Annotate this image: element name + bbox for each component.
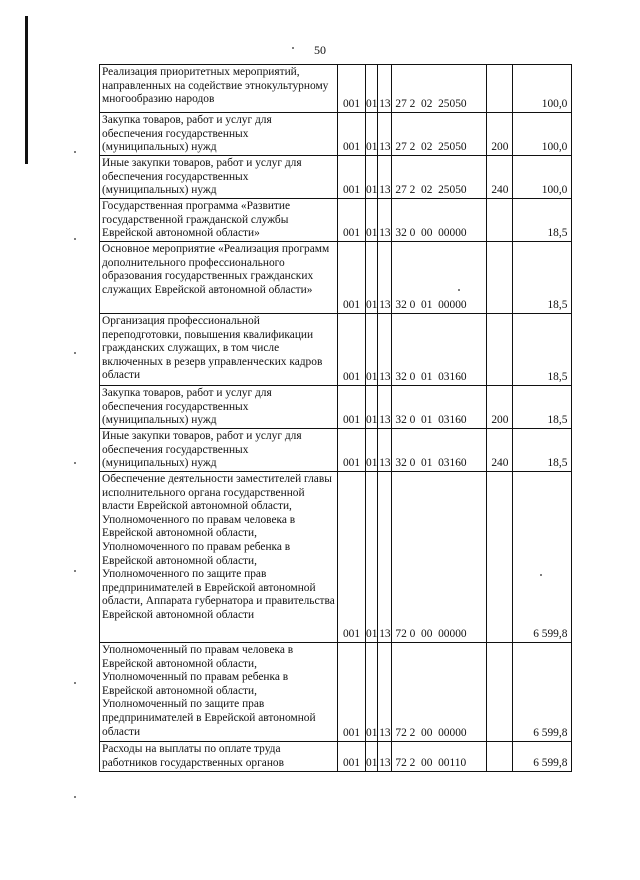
row-target-code: 32 0 01 03160: [392, 429, 487, 472]
row-section-code: 01: [366, 156, 378, 199]
row-expense-type-code: [487, 242, 513, 314]
row-amount: 18,5: [513, 314, 572, 386]
row-expense-type-code: [487, 314, 513, 386]
table-row: [100, 113, 572, 156]
row-expense-type-code: 200: [487, 113, 513, 156]
budget-table: [99, 64, 572, 772]
row-subsection-code: 13: [378, 742, 392, 772]
row-target-code: 27 2 02 25050: [392, 113, 487, 156]
row-amount: 18,5: [513, 429, 572, 472]
row-section-code: 01: [366, 242, 378, 314]
row-name-text: Расходы на выплаты по оплате труда работников государственных органов: [102, 743, 285, 769]
row-ministry-code: 001: [338, 742, 366, 772]
row-name: [100, 472, 338, 643]
row-name-text: Иные закупки товаров, работ и услуг для обеспечения государственных (муниципальных) нужд: [102, 430, 302, 470]
row-amount: 18,5: [513, 386, 572, 429]
row-name: [100, 314, 338, 386]
row-section-code: 01: [366, 199, 378, 242]
row-section-code: 01: [366, 643, 378, 742]
table-row: [100, 65, 572, 113]
row-name: [100, 429, 338, 472]
row-name-text: Закупка товаров, работ и услуг для обеспечения государственных (муниципальных) нужд: [102, 387, 272, 427]
row-ministry-code: 001: [338, 314, 366, 386]
row-section-code: 01: [366, 65, 378, 113]
row-name-text: Основное мероприятие «Реализация программ дополнительного профессионального образования государственных гражданских служащих Еврейской автономной области»: [102, 243, 330, 296]
row-amount: 6 599,8: [513, 472, 572, 643]
row-expense-type-code: [487, 643, 513, 742]
scan-speck: [74, 682, 76, 684]
row-expense-type-code: 240: [487, 156, 513, 199]
row-section-code: 01: [366, 314, 378, 386]
table-row: [100, 156, 572, 199]
table-row: [100, 386, 572, 429]
budget-table-body: [100, 65, 572, 772]
row-target-code: 32 0 01 03160: [392, 314, 487, 386]
row-target-code: 27 2 02 25050: [392, 65, 487, 113]
row-name-text: Государственная программа «Развитие государственной гражданской службы Еврейской автономной области»: [102, 200, 291, 240]
row-name: [100, 156, 338, 199]
row-amount: 100,0: [513, 65, 572, 113]
row-target-code: 72 2 00 00000: [392, 643, 487, 742]
row-name-text: Закупка товаров, работ и услуг для обеспечения государственных (муниципальных) нужд: [102, 114, 272, 154]
table-row: [100, 314, 572, 386]
scan-speck: [74, 238, 76, 240]
row-ministry-code: 001: [338, 65, 366, 113]
row-name: [100, 113, 338, 156]
scan-speck: [74, 462, 76, 464]
table-row: [100, 242, 572, 314]
row-name: [100, 242, 338, 314]
row-name: [100, 65, 338, 113]
row-ministry-code: 001: [338, 156, 366, 199]
page-number: 50: [314, 43, 326, 57]
row-subsection-code: 13: [378, 242, 392, 314]
row-target-code: 32 0 01 00000: [392, 242, 487, 314]
row-subsection-code: 13: [378, 156, 392, 199]
row-target-code: 72 0 00 00000: [392, 472, 487, 643]
row-expense-type-code: 200: [487, 386, 513, 429]
row-amount: 18,5: [513, 242, 572, 314]
row-subsection-code: 13: [378, 429, 392, 472]
row-ministry-code: 001: [338, 199, 366, 242]
row-amount: 6 599,8: [513, 742, 572, 772]
row-subsection-code: 13: [378, 314, 392, 386]
row-section-code: 01: [366, 113, 378, 156]
row-name-text: Организация профессиональной переподготовки, повышения квалификации гражданских служащих, в том числе включенных в резерв управленческих кадров области: [102, 315, 323, 382]
row-target-code: 32 0 01 03160: [392, 386, 487, 429]
row-expense-type-code: [487, 472, 513, 643]
row-expense-type-code: [487, 742, 513, 772]
scan-speck: [74, 352, 76, 354]
row-name: [100, 199, 338, 242]
table-row: [100, 742, 572, 772]
row-amount: 100,0: [513, 156, 572, 199]
row-amount: 100,0: [513, 113, 572, 156]
row-section-code: 01: [366, 472, 378, 643]
row-subsection-code: 13: [378, 472, 392, 643]
row-name-text: Обеспечение деятельности заместителей главы исполнительного органа государственной власти Еврейской автономной области, Уполномоченного по правам человека в Еврейской автономной области, Уполномоченного по правам ребенка в Еврейской автономной области, Уполномоченного по защите прав предпринимателей в Еврейской автономной области, Аппарата губернатора и правительства Еврейской автономной области: [102, 473, 335, 621]
row-name: [100, 742, 338, 772]
row-ministry-code: 001: [338, 113, 366, 156]
row-target-code: 72 2 00 00110: [392, 742, 487, 772]
row-ministry-code: 001: [338, 242, 366, 314]
scan-speck: [292, 47, 294, 49]
row-name: [100, 386, 338, 429]
table-row: [100, 643, 572, 742]
row-subsection-code: 13: [378, 643, 392, 742]
row-ministry-code: 001: [338, 643, 366, 742]
row-subsection-code: 13: [378, 199, 392, 242]
row-subsection-code: 13: [378, 65, 392, 113]
row-subsection-code: 13: [378, 386, 392, 429]
row-name: [100, 643, 338, 742]
row-ministry-code: 001: [338, 472, 366, 643]
row-amount: 6 599,8: [513, 643, 572, 742]
row-name-text: Реализация приоритетных мероприятий, направленных на содействие этнокультурному многообразию народов: [102, 66, 329, 106]
row-ministry-code: 001: [338, 386, 366, 429]
row-expense-type-code: [487, 199, 513, 242]
row-target-code: 32 0 00 00000: [392, 199, 487, 242]
scan-speck: [74, 796, 76, 798]
scan-speck: [74, 151, 76, 153]
row-expense-type-code: 240: [487, 429, 513, 472]
row-name-text: Иные закупки товаров, работ и услуг для обеспечения государственных (муниципальных) нужд: [102, 157, 302, 197]
row-section-code: 01: [366, 742, 378, 772]
table-row: [100, 472, 572, 643]
row-name-text: Уполномоченный по правам человека в Еврейской автономной области, Уполномоченный по правам ребенка в Еврейской автономной области, Уполномоченный по защите прав предпринимателей в Еврейской автономной области: [102, 644, 316, 738]
row-amount: 18,5: [513, 199, 572, 242]
scan-speck: [74, 570, 76, 572]
scan-margin-bar: [25, 16, 28, 164]
row-target-code: 27 2 02 25050: [392, 156, 487, 199]
row-subsection-code: 13: [378, 113, 392, 156]
row-section-code: 01: [366, 386, 378, 429]
table-row: [100, 199, 572, 242]
row-expense-type-code: [487, 65, 513, 113]
row-section-code: 01: [366, 429, 378, 472]
table-row: [100, 429, 572, 472]
row-ministry-code: 001: [338, 429, 366, 472]
